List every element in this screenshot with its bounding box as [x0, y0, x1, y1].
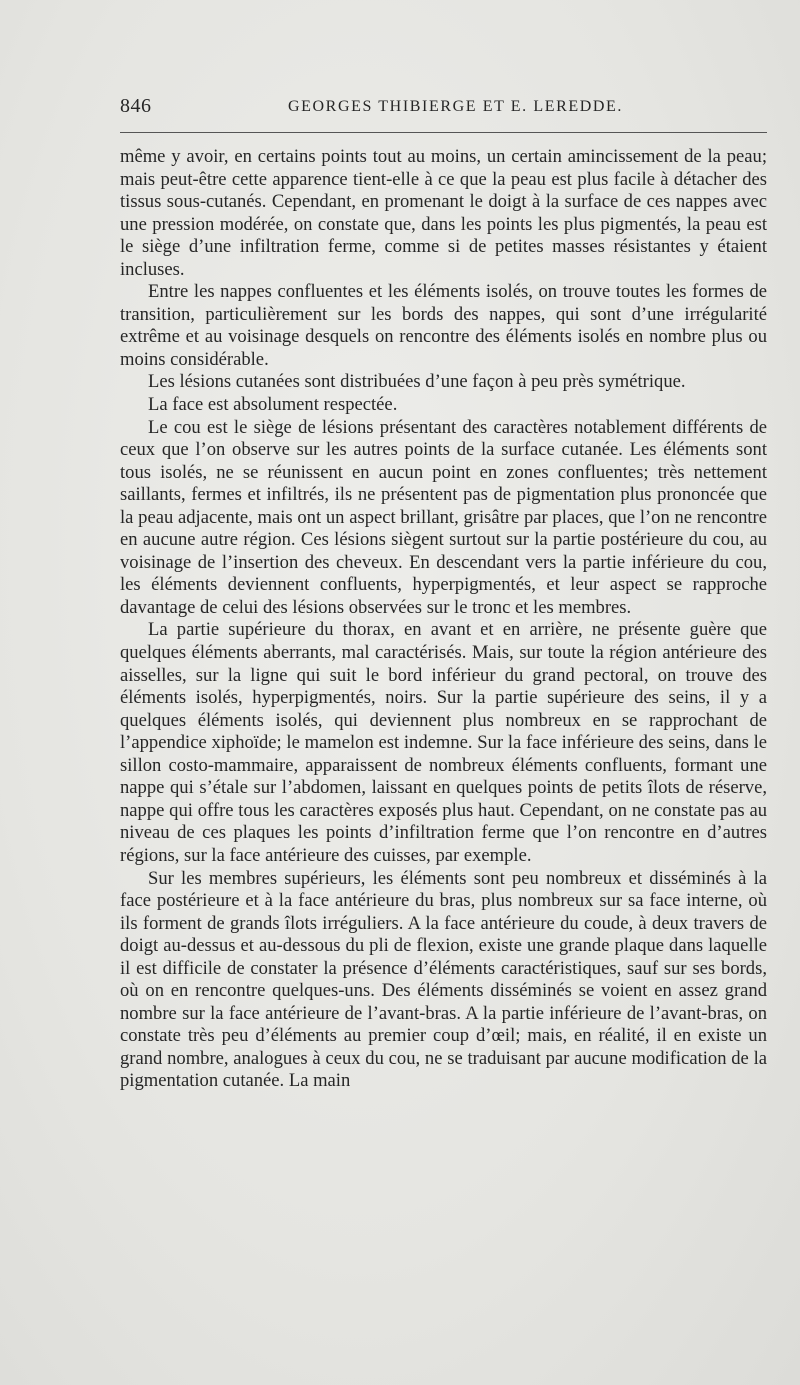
paragraph: Entre les nappes confluentes et les éléments isolés, on trouve toutes les formes de transition, particulièrement sur les bords des nappes, qui sont d’une irrégularité extrême et au voisinage desquels on rencontre des éléments isolés en nombre plus ou moins considérable.	[120, 281, 767, 370]
page-header	[120, 95, 768, 125]
body-text	[120, 146, 767, 1093]
paragraph: Le cou est le siège de lésions présentant des caractères notablement différents de ceux que l’on observe sur les autres points de la surface cutanée. Les éléments sont tous isolés, ne se réunissent en aucun point en zones confluentes; très nettement saillants, fermes et infiltrés, ils ne présentent pas de pigmentation plus prononcée que la peau adjacente, mais ont un aspect brillant, grisâtre par places, que l’on ne rencontre en aucune autre région. Ces lésions siègent surtout sur la partie postérieure du cou, au voisinage de l’insertion des cheveux. En descendant vers la partie inférieure du cou, les éléments deviennent confluents, hyperpigmentés, et leur aspect se rapproche davantage de celui des lésions observées sur le tronc et les membres.	[120, 416, 767, 618]
paragraph: Sur les membres supérieurs, les éléments sont peu nombreux et disséminés à la face postérieure et à la face antérieure du bras, plus nombreux sur sa face interne, où ils forment de grands îlots irréguliers. A la face antérieure du coude, à deux travers de doigt au-dessus et au-dessous du pli de flexion, existe une grande plaque dans laquelle il est difficile de constater la présence d’éléments caractéristiques, sauf sur ses bords, où on en rencontre quelques-uns. Des éléments disséminés se voient en assez grand nombre sur la face antérieure de l’avant-bras. A la partie inférieure de l’avant-bras, on constate très peu d’éléments au premier coup d’œil; mais, en réalité, il en existe un grand nombre, analogues à ceux du cou, ne se traduisant par aucune modification de la pigmentation cutanée. La main	[120, 867, 767, 1092]
header-rule	[120, 132, 767, 133]
paragraph: Les lésions cutanées sont distribuées d’une façon à peu près symétrique.	[148, 371, 686, 393]
paragraph: même y avoir, en certains points tout au moins, un certain amincissement de la peau; mais peut-être cette apparence tient-elle à ce que la peau est plus facile à détacher des tissus sous-cutanés. Cependant, en promenant le doigt à la surface de ces nappes avec une pression modérée, on constate que, dans les points les plus pigmentés, la peau est le siège d’une infiltration ferme, comme si de petites masses résistantes y étaient incluses.	[120, 146, 767, 280]
paragraph: La partie supérieure du thorax, en avant et en arrière, ne présente guère que quelques éléments aberrants, mal caractérisés. Mais, sur toute la région antérieure des aisselles, sur la ligne qui suit le bord inférieur du grand pectoral, on trouve des éléments isolés, hyperpigmentés, noirs. Sur la partie supérieure des seins, il y a quelques éléments isolés, qui deviennent plus nombreux en se rapprochant de l’appendice xiphoïde; le mamelon est indemne. Sur la face inférieure des seins, dans le sillon costo-mammaire, apparaissent de nombreux éléments confluents, formant une nappe qui s’étale sur l’abdomen, laissant en quelques points de petits îlots de réserve, nappe qui offre tous les caractères exposés plus haut. Cependant, on ne constate pas au niveau de ces plaques les points d’infiltration ferme que l’on rencontre en d’autres régions, sur la face antérieure des cuisses, par exemple.	[120, 619, 767, 866]
running-head: GEORGES THIBIERGE ET E. LEREDDE.	[288, 98, 624, 115]
page-number: 846	[120, 95, 152, 117]
paragraph: La face est absolument respectée.	[148, 394, 398, 416]
